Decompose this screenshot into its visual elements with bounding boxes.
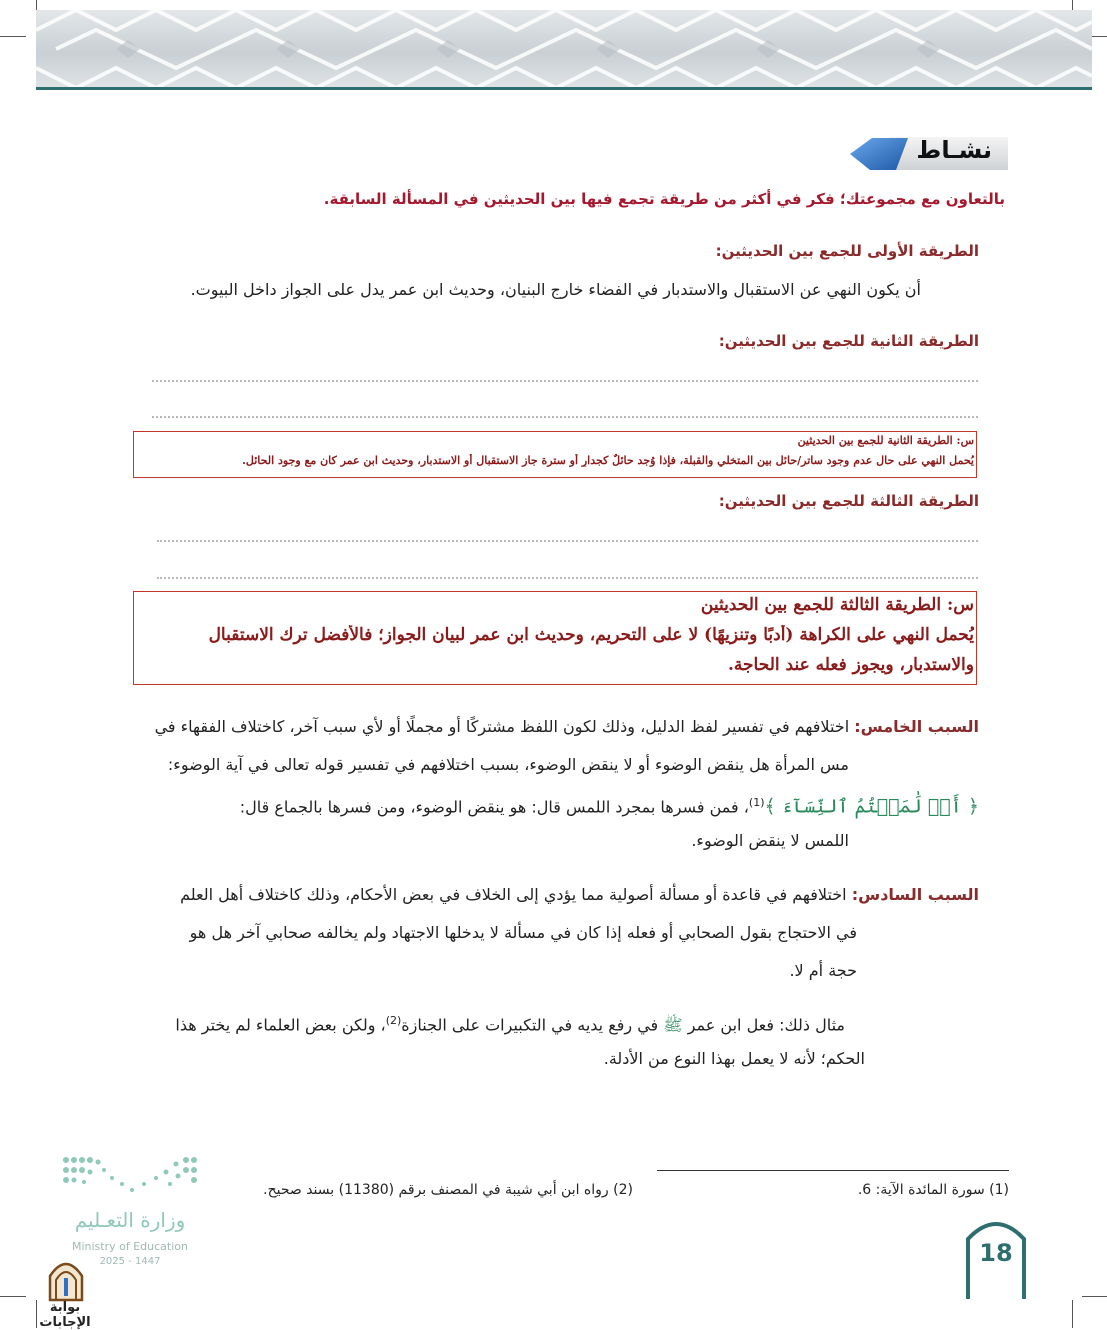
example-part1: مثال ذلك: فعل ابن عمر	[687, 1015, 845, 1035]
footnote-ref: (1)	[748, 796, 765, 809]
header-banner	[36, 10, 1092, 88]
method1-heading: الطريقة الأولى للجمع بين الحديثين:	[715, 242, 979, 260]
method3-answer-question: س: الطريقة الثالثة للجمع بين الحديثين	[700, 595, 974, 615]
ministry-year: 2025 - 1447	[99, 1256, 161, 1267]
ministry-dots-icon	[60, 1154, 200, 1198]
ministry-name-english: Ministry of Education	[71, 1240, 188, 1253]
answer-line	[157, 540, 978, 542]
reason5-text3: ، فمن فسرها بمجرد اللمس قال: هو ينقض الوضوء، ومن فسرها بالجماع قال:	[239, 797, 749, 817]
reason5-line3	[129, 784, 979, 826]
method3-answer-line2: والاستدبار، ويجوز فعله عند الحاجة.	[728, 655, 974, 675]
reason5-line4: اللمس لا ينقض الوضوء.	[691, 831, 849, 850]
ministry-logo	[60, 1154, 200, 1198]
reason6-label: السبب السادس:	[851, 885, 979, 904]
site-logo	[44, 1256, 88, 1302]
method2-answer-question: س: الطريقة الثانية للجمع بين الحديثين	[797, 434, 974, 447]
footnote-ref: (2)	[385, 1014, 402, 1027]
method3-heading: الطريقة الثالثة للجمع بين الحديثين:	[718, 492, 979, 510]
geometric-pattern-icon	[36, 10, 1092, 88]
footnote-1: (1) سورة المائدة الآية: 6.	[857, 1182, 1009, 1198]
ministry-name-arabic: وزارة التعـليم	[74, 1208, 186, 1232]
method1-text: أن يكون النهي عن الاستقبال والاستدبار في الفضاء خارج البنيان، وحديث ابن عمر يدل على الجواز داخل البيوت.	[190, 280, 921, 299]
page-number-tab	[965, 1217, 1027, 1299]
footnote-rule	[657, 1170, 1009, 1171]
quran-verse: ﴿ أَوۡ لَٰمَسۡتُمُ ٱلنِّسَآءَ ﴾	[764, 795, 979, 818]
method2-heading: الطريقة الثانية للجمع بين الحديثين:	[718, 332, 979, 350]
example-line2: الحكم؛ لأنه لا يعمل بهذا النوع من الأدلة.	[603, 1049, 865, 1068]
activity-instruction: بالتعاون مع مجموعتك؛ فكر في أكثر من طريقة تجمع فيها بين الحديثين في المسألة السابقة.	[323, 190, 1005, 208]
crop-mark	[0, 36, 26, 37]
reason6-line3: حجة أم لا.	[789, 961, 857, 980]
answer-line	[157, 577, 978, 579]
method2-answer-text: يُحمل النهي على حال عدم وجود ساتر/حائل بين المتخلي والقبلة، فإذا وُجد حائلٌ كجدارٍ أو سترة جاز الاستقبال أو الاستدبار، وحديث ابن عمر كان مع وجود الحائل.	[242, 454, 974, 467]
crop-mark	[1072, 1300, 1073, 1328]
method3-answer-line1: يُحمل النهي على الكراهة (أدبًا وتنزيهًا) لا على التحريم، وحديث ابن عمر لبيان الجواز؛ فالأفضل ترك الاستقبال	[208, 625, 974, 645]
example-part2: في رفع يديه في التكبيرات على الجنازة	[401, 1015, 659, 1035]
reason5-text1: اختلافهم في تفسير لفظ الدليل، وذلك لكون اللفظ مشتركًا أو مجملًا أو لأي سبب آخر، كاختلاف الفقهاء في	[154, 717, 850, 736]
reason6-text1: اختلافهم في قاعدة أو مسألة أصولية مما يؤدي إلى الخلاف في بعض الأحكام، وذلك كاختلاف أهل العلم	[180, 885, 847, 904]
example-part3: ، ولكن بعض العلماء لم يختر هذا	[175, 1015, 386, 1035]
footnote-2: (2) رواه ابن أبي شيبة في المصنف برقم (11380) بسند صحيح.	[263, 1182, 633, 1198]
answer-line	[152, 380, 978, 382]
example-line1	[125, 1002, 845, 1044]
activity-title: نشـاط	[916, 136, 992, 164]
reason5-line1	[129, 708, 979, 746]
header-rule	[36, 87, 1092, 90]
reason6-line1	[129, 876, 979, 914]
page-number: 18	[979, 1239, 1013, 1267]
answer-line	[152, 416, 978, 418]
method2-answer-box	[133, 431, 977, 478]
method3-answer-box	[133, 591, 977, 685]
reason6-line2: في الاحتجاج بقول الصحابي أو فعله إذا كان في مسألة لا يدخلها الاجتهاد ولم يخالفه صحابي آخر هل هو	[189, 923, 857, 942]
crop-mark	[1082, 1296, 1107, 1297]
crop-mark	[0, 1296, 26, 1297]
reason5-line2: مس المرأة هل ينقض الوضوء أو لا ينقض الوضوء، بسبب اختلافهم في تفسير قوله تعالى في آية الوضوء:	[167, 755, 849, 774]
honorific-icon: ﷺ	[663, 1015, 683, 1035]
activity-badge	[850, 134, 1010, 172]
site-logo-icon	[44, 1256, 88, 1302]
site-watermark: بوابة الإجابات	[39, 1300, 91, 1330]
reason5-label: السبب الخامس:	[854, 717, 979, 736]
